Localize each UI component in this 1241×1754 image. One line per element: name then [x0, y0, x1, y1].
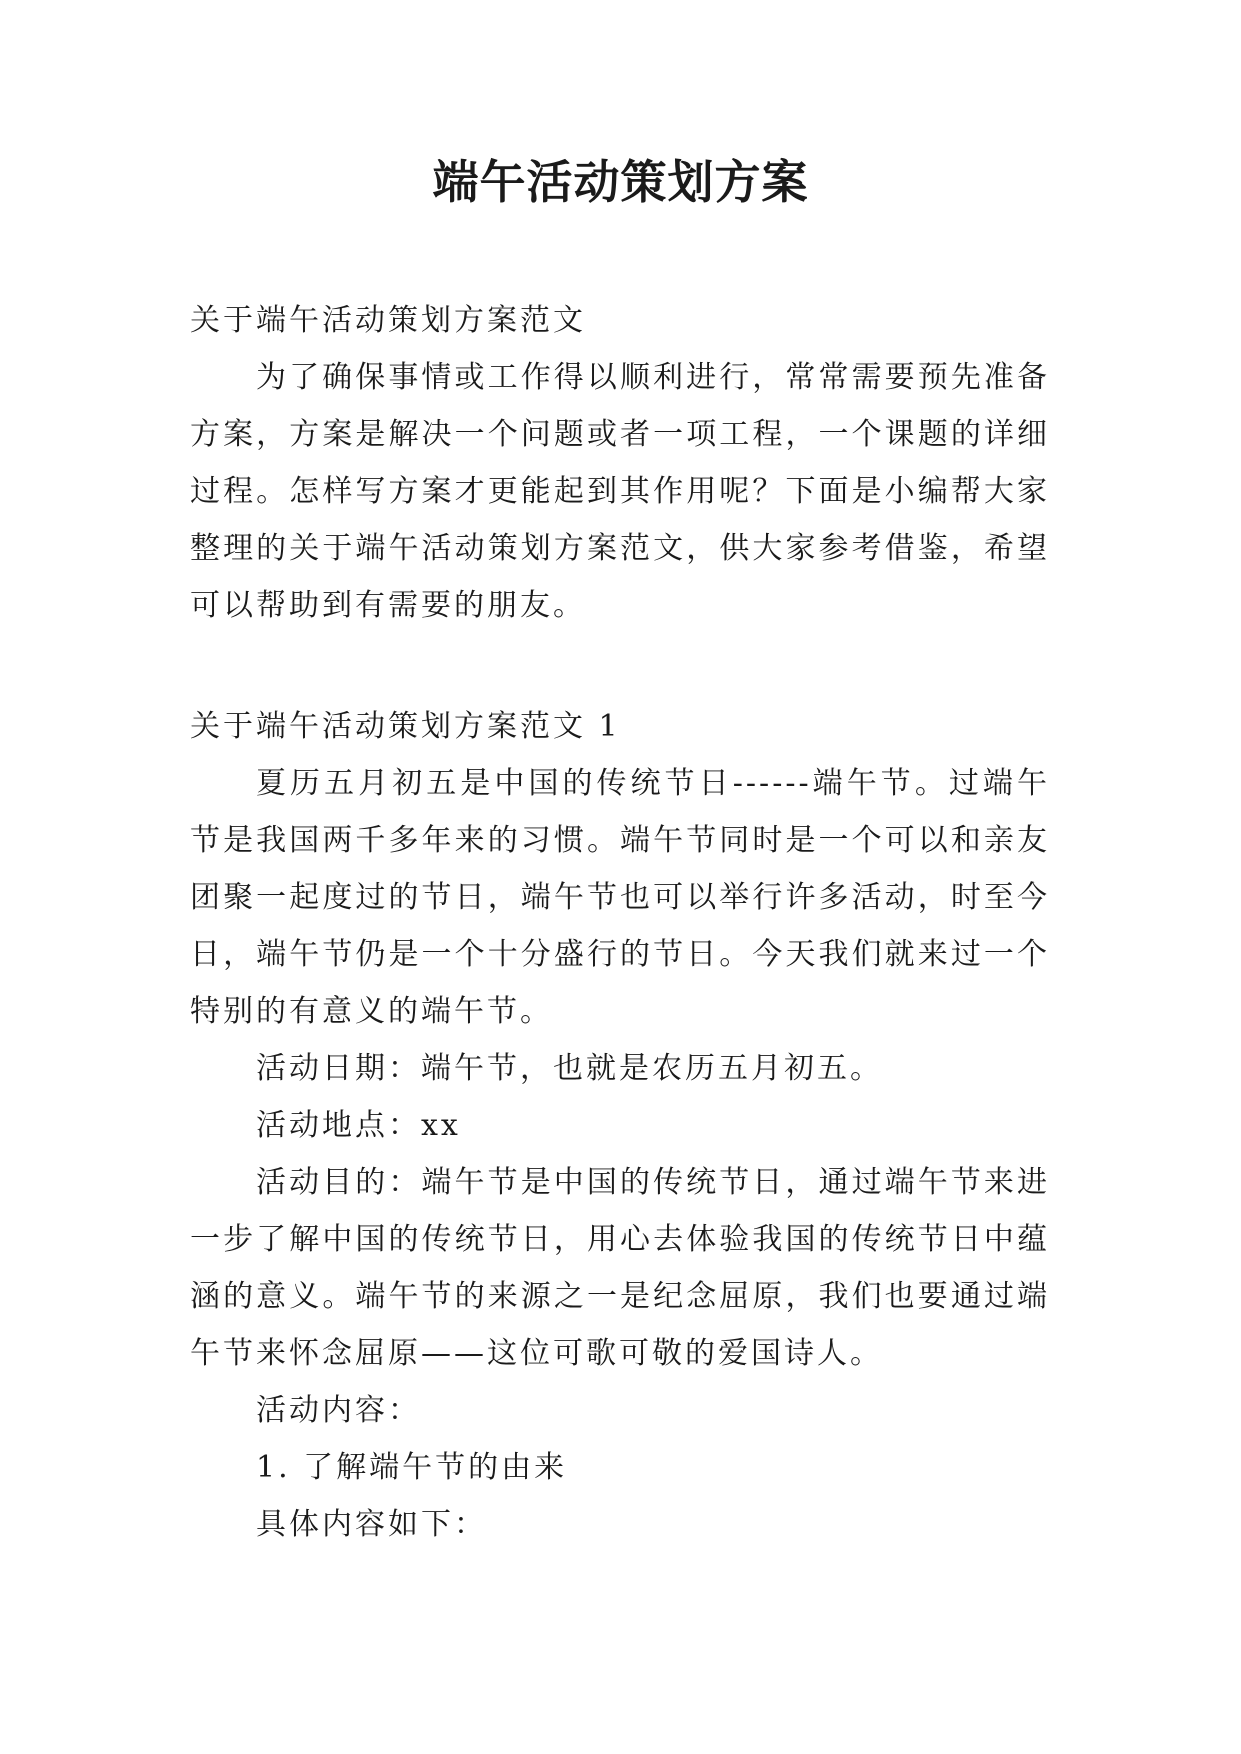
section-1 [190, 698, 1050, 1553]
document-title: 端午活动策划方案 [432, 155, 809, 209]
section-1-heading: 关于端午活动策划方案范文 1 [190, 709, 621, 744]
activity-purpose: 活动目的：端午节是中国的传统节日，通过端午节来进一步了解中国的传统节日，用心去体验我国的传统节日中蕴涵的意义。端午节的来源之一是纪念屈原，我们也要通过端午节来怀念屈原——这位可歌可敬的爱国诗人。 [190, 1165, 1050, 1371]
intro-paragraph: 为了确保事情或工作得以顺利进行，常常需要预先准备方案，方案是解决一个问题或者一项工程，一个课题的详细过程。怎样写方案才更能起到其作用呢？下面是小编帮大家整理的关于端午活动策划方案范文，供大家参考借鉴，希望可以帮助到有需要的朋友。 [190, 360, 1050, 623]
details-label: 具体内容如下： [256, 1507, 487, 1542]
activity-date: 活动日期：端午节，也就是农历五月初五。 [256, 1051, 883, 1086]
intro-heading: 关于端午活动策划方案范文 [190, 303, 586, 338]
intro-section [190, 292, 1050, 634]
activity-content-label: 活动内容： [256, 1393, 421, 1428]
activity-content-item-1: 1. 了解端午节的由来 [256, 1450, 568, 1485]
activity-location: 活动地点：xx [256, 1108, 461, 1143]
section-1-paragraph: 夏历五月初五是中国的传统节日------端午节。过端午节是我国两千多年来的习惯。端午节同时是一个可以和亲友团聚一起度过的节日，端午节也可以举行许多活动，时至今日，端午节仍是一个十分盛行的节日。今天我们就来过一个特别的有意义的端午节。 [190, 766, 1050, 1029]
